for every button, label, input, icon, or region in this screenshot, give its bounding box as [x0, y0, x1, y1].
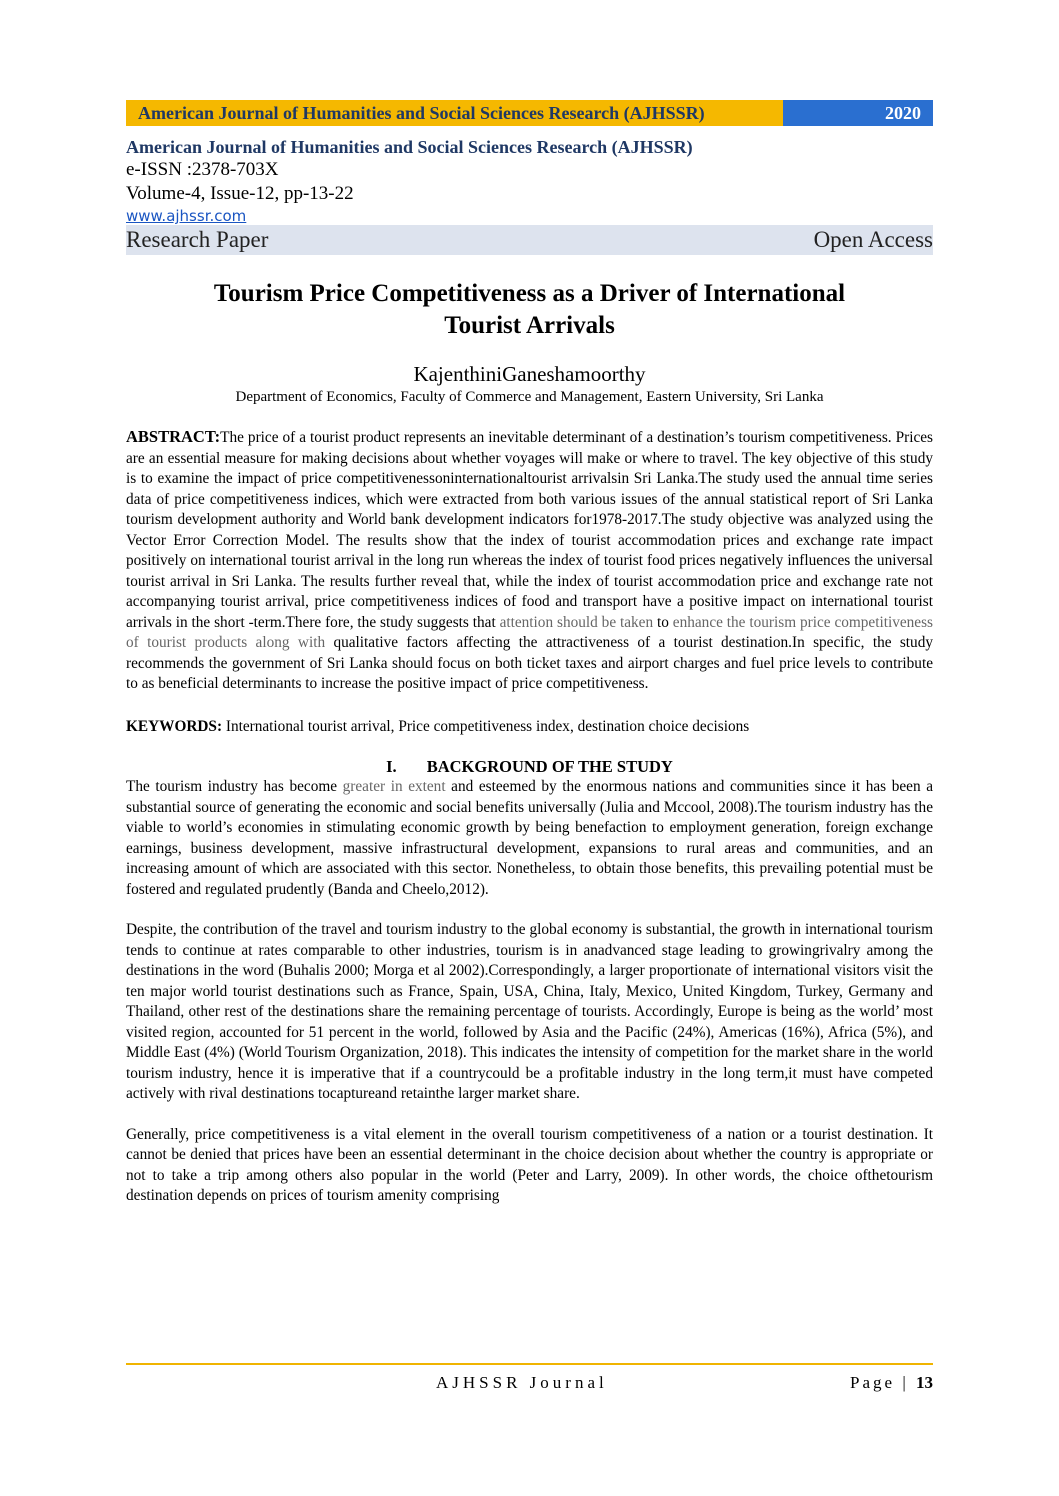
abstract-text-gray-1: attention should be taken: [499, 613, 654, 631]
abstract-text-1: The price of a tourist product represents an inevitable determinant of a destination’s tourism competitiveness. Prices are an essential measure for making decisions about whether voyages will make or where to travel. The key objective of this study is to examine the impact of price competitivenessoninternationaltourist arrivalsin Sri Lanka.The study used the annual time series data of price competitiveness indices, which were extracted from both various issues of the annual statistical report of Sri Lanka tourism development authority and World bank development indicators for1978-2017.The study objective was analyzed using the Vector Error Correction Model. The results show that the index of tourist accommodation prices and exchange rate impact positively on international tourist arrival in the long run whereas the index of tourist food prices negatively influences the universal tourist arrival in Sri Lanka. The results further reveal that, while the index of tourist accommodation price and exchange rate not accompanying tourist arrival, price competitiveness indices of food and transport have a positive impact on international tourist arrivals in the short -term.There fore, the study suggests that: [126, 429, 933, 631]
paper-type: Research Paper: [126, 227, 269, 252]
section-title: BACKGROUND OF THE STUDY: [426, 757, 673, 776]
keywords-label: KEYWORDS:: [126, 717, 223, 735]
page-content: [126, 100, 933, 1207]
volume-info: Volume-4, Issue-12, pp-13-22: [126, 183, 354, 204]
article-title: [126, 278, 933, 342]
footer-journal: AJHSSR Journal: [436, 1373, 608, 1392]
paragraph-1-a: The tourism industry has become: [126, 778, 343, 795]
paragraph-1-b: and esteemed by the enormous nations and communities since it has been a substantial source of generating the economic and social benefits universally (Julia and Mccool, 2008).The tourism industry has the viable to world’s economies in stimulating economic growth by being benefaction to employment generation, foreign exchange earnings, business development, massive infrastructural development, expansions to rural areas and communities, and an increasing amount of which are associated with this sector. Nonetheless, to obtain those benefits, this prevailing potential must be fostered and regulated prudently (Banda and Cheelo,2012).: [126, 778, 933, 898]
journal-header-bar: [126, 100, 933, 126]
abstract-text-3: qualitative factors affecting the attractiveness of a tourist destination.In specific, the study recommends the government of Sri Lanka should focus on both ticket taxes and airport charges and fuel price levels to contribute to as beneficial determinants to increase the positive impact of price competitiveness.: [126, 634, 933, 692]
footer-page-label: Page |: [850, 1373, 916, 1392]
author-affiliation: Department of Economics, Faculty of Commerce and Management, Eastern University, Sri Lanka: [235, 389, 824, 405]
footer-page-number: 13: [916, 1373, 933, 1392]
author-name: KajenthiniGaneshamoorthy: [413, 362, 646, 386]
issn: e-ISSN :2378-703X: [126, 159, 279, 180]
paper-type-bar: [126, 225, 933, 255]
footer-page: [850, 1371, 933, 1395]
paragraph-3: Generally, price competitiveness is a vital element in the overall tourism competitiveness of a nation or a tourist destination. It cannot be denied that prices have been an essential determinant in the choice decision about whether the country is appropriate or not to take a trip among others also popular in the world (Peter and Larry, 2009). In other words, the choice ofthetourism destination depends on prices of tourism amenity comprising: [126, 1125, 933, 1204]
journal-url-link[interactable]: www.ajhssr.com: [126, 207, 247, 225]
access-type: Open Access: [813, 227, 933, 252]
title-line-1: Tourism Price Competitiveness as a Driver of International: [213, 280, 846, 307]
journal-name: American Journal of Humanities and Social Sciences Research (AJHSSR): [126, 137, 693, 157]
section-number: I.: [386, 757, 397, 776]
paragraph-1-gray: greater in extent: [342, 778, 446, 795]
header-journal-title: American Journal of Humanities and Social Sciences Research (AJHSSR): [126, 100, 783, 126]
abstract-label: ABSTRACT:: [126, 427, 221, 446]
title-line-2: Tourist Arrivals: [444, 312, 615, 339]
abstract: [126, 427, 933, 695]
section-heading: [126, 756, 933, 777]
header-year: 2020: [783, 100, 933, 126]
abstract-text-gray-2: enhance the tourism price competitiveness of tourist products along with: [126, 613, 933, 651]
paragraph-1: [126, 777, 933, 900]
keywords-text: International tourist arrival, Price competitiveness index, destination choice decisions: [222, 717, 750, 735]
footer-divider: [126, 1363, 933, 1365]
paragraph-2: Despite, the contribution of the travel and tourism industry to the global economy is substantial, the growth in international tourism tends to continue at rates comparable to other industries, tourism is in anadvanced stage leading to growingrivalry among the destinations in the word (Buhalis 2000; Morga et al 2002).Correspondingly, a larger proportionate of international visitors visit the ten major world tourist destinations such as France, Spain, USA, China, Italy, Mexico, United Kingdom, Turkey, Germany and Thailand, other rest of the destinations share the remaining percentage of tourists. Accordingly, Europe is being as the world’ most visited region, accounted for 51 percent in the world, followed by Asia and the Pacific (24%), Americas (16%), Africa (5%), and Middle East (4%) (World Tourism Organization, 2018). This indicates the intensity of competition for the market share in the world tourism industry, hence it is imperative that if a countrycould be a profitable industry in the long term,it must have competed actively with rival destinations tocaptureand retainthe larger market share.: [126, 921, 933, 1102]
abstract-text-2: to: [653, 613, 673, 631]
keywords: [126, 717, 933, 738]
